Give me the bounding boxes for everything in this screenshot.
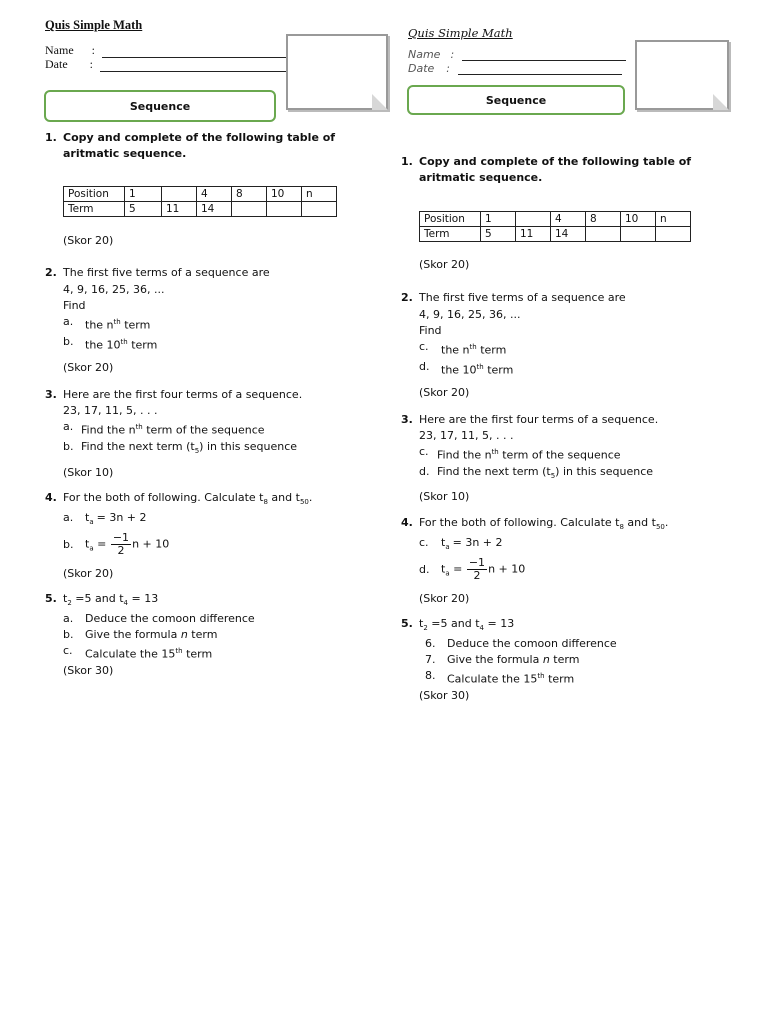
b-sub-text: 5 [550, 471, 556, 480]
6-text[interactable] [656, 227, 691, 242]
find-text: Find [419, 324, 442, 337]
b-lbl-text: 7. [425, 653, 436, 667]
tsub-text: a [89, 545, 94, 554]
right-q4-skor: (Skor 20) [419, 592, 470, 605]
name-line[interactable] [462, 49, 626, 61]
num-text: 5. [45, 592, 57, 605]
b-sup-text: th [120, 337, 128, 346]
c-pre-text: Calculate the 15 [85, 647, 176, 661]
b-post-text: term [127, 338, 158, 352]
a-text: Deduce the comoon difference [85, 612, 255, 626]
2-text: 11 [162, 202, 197, 217]
t-text: t [85, 537, 90, 551]
0-text: Term [64, 202, 125, 217]
num-text: 1. [45, 131, 57, 144]
num-text: 3. [45, 388, 57, 401]
a-lbl-text: a. [63, 612, 74, 626]
b-den-text: 2 [117, 544, 125, 558]
a-sup-text: th [135, 423, 143, 431]
num-text: 4. [45, 491, 57, 504]
t4sub-text: 4 [123, 599, 128, 608]
left-question-3 [45, 387, 365, 459]
c-pre-text: Calculate the 15 [447, 672, 538, 686]
t2-text: t [419, 617, 424, 630]
end-text: . [308, 491, 313, 504]
5-text: 10 [267, 187, 302, 202]
table-row [420, 212, 691, 227]
c-sup-text: th [175, 647, 183, 656]
b-post-text: ) in this sequence [555, 464, 654, 478]
2-text[interactable] [516, 212, 551, 227]
5-text[interactable] [267, 202, 302, 217]
a-lbl-text: a. [63, 420, 74, 433]
left-name-field[interactable]: Name : [45, 43, 288, 58]
sub2-text: 50 [655, 523, 665, 532]
b-post-text: term [187, 628, 218, 642]
b-pre-text: Give the formula [447, 653, 543, 667]
3-text: 14 [551, 227, 586, 242]
left-q3-skor: (Skor 10) [63, 466, 114, 479]
right-q5-skor: (Skor 30) [419, 689, 470, 702]
3-text: 14 [197, 202, 232, 217]
b-post-text: term [549, 653, 580, 667]
a-lbl-text: a. [63, 511, 74, 525]
num-text: 2. [401, 291, 413, 304]
1-text: 5 [125, 202, 162, 217]
5-text[interactable] [621, 227, 656, 242]
a-post-text: term [476, 343, 507, 357]
a-pre-text: Find the n [437, 448, 492, 462]
1-text: 1 [481, 212, 516, 227]
left-q4-skor: (Skor 20) [63, 567, 114, 580]
right-title: Quis Simple Math [408, 26, 513, 40]
left-question-1 [45, 130, 345, 162]
right-question-4 [401, 515, 741, 582]
a-post-text: term [120, 318, 151, 332]
a-lbl-text: c. [419, 536, 429, 550]
a-eq-text: = 3n + 2 [96, 511, 147, 525]
a-lbl-text: c. [419, 445, 429, 458]
6-text: n [656, 212, 691, 227]
b-num-text: −1 [468, 556, 486, 570]
right-date-field[interactable]: Date : [408, 62, 622, 75]
b-pre-text: the 10 [85, 338, 121, 352]
date-label: Date [408, 62, 435, 75]
b-pre-text: the 10 [441, 363, 477, 377]
b-lbl-text: d. [419, 359, 430, 373]
t4sub-text: 4 [479, 624, 484, 633]
c-sup-text: th [537, 672, 545, 681]
text-pre-text: For the both of following. Calculate t [63, 491, 264, 504]
seq-text: 4, 9, 16, 25, 36, ... [63, 283, 165, 296]
sub1-text: 8 [619, 523, 624, 532]
4-text: 8 [586, 212, 621, 227]
a-eq-text: = 3n + 2 [452, 536, 503, 550]
t2-text: t [63, 592, 68, 605]
0-text: Position [64, 187, 125, 202]
a-pre-text: the n [85, 318, 114, 332]
a-post-text: term of the sequence [498, 448, 621, 462]
right-q3-skor: (Skor 10) [419, 490, 470, 503]
left-q1-skor: (Skor 20) [63, 234, 114, 247]
tsub-text: a [445, 543, 450, 552]
1-text: 1 [125, 187, 162, 202]
seq-text: 23, 17, 11, 5, . . . [419, 429, 514, 442]
left-title: Quis Simple Math [45, 18, 143, 32]
seq-text: 23, 17, 11, 5, . . . [63, 404, 158, 417]
b-it-text: n [180, 628, 188, 642]
a-pre-text: the n [441, 343, 470, 357]
find-text: Find [63, 299, 86, 312]
right-photo-box [635, 40, 729, 110]
3-text: 4 [551, 212, 586, 227]
t2sub-text: 2 [423, 624, 428, 633]
mid-text: and t [267, 491, 300, 504]
left-photo-box [286, 34, 388, 110]
left-sequence-table [63, 186, 337, 217]
b-pre-text: Give the formula [85, 628, 181, 642]
left-question-5 [45, 591, 365, 663]
left-question-2 [45, 265, 365, 353]
b-post-text: ) in this sequence [199, 439, 298, 453]
name-label: Name [45, 43, 74, 57]
num-text: 3. [401, 413, 413, 426]
b-sup-text: th [476, 362, 484, 371]
b-lbl-text: b. [63, 537, 74, 551]
t-text: t [85, 511, 90, 525]
2-text: 11 [516, 227, 551, 242]
c-lbl-text: c. [63, 644, 73, 658]
b-pre-text: Find the next term (t [437, 464, 551, 478]
left-sequence-header: Sequence [44, 90, 276, 122]
4-text: 8 [232, 187, 267, 202]
table-row [64, 187, 337, 202]
a-lbl-text: a. [63, 315, 74, 328]
b-lbl-text: b. [63, 628, 74, 642]
tsub-text: a [89, 518, 94, 527]
right-question-5 [401, 616, 731, 688]
right-sequence-header: Sequence [407, 85, 625, 115]
left-q5-skor: (Skor 30) [63, 664, 114, 677]
date-label: Date [45, 57, 68, 71]
b-den-text: 2 [473, 569, 481, 583]
right-question-3 [401, 412, 731, 484]
a-lbl-text: 6. [425, 637, 436, 651]
b-lbl-text: d. [419, 464, 430, 478]
text-text: Here are the first four terms of a sequence. [63, 388, 303, 401]
end-text: . [664, 516, 669, 529]
b-num-text: −1 [112, 531, 130, 545]
left-date-field[interactable]: Date : [45, 57, 286, 72]
a-text: Deduce the comoon difference [447, 637, 617, 651]
text-text: The first five terms of a sequence are [63, 266, 270, 279]
text-text: Copy and complete of the following table of aritmatic sequence. [419, 155, 692, 184]
b-lbl-text: d. [419, 562, 430, 576]
0-text: Term [420, 227, 481, 242]
c-post-text: term [544, 672, 575, 686]
left-question-4 [45, 490, 375, 557]
text-pre-text: For the both of following. Calculate t [419, 516, 620, 529]
b-sub-text: 5 [194, 446, 200, 455]
right-q2-skor: (Skor 20) [419, 386, 470, 399]
5-text: 10 [621, 212, 656, 227]
c-post-text: term [182, 647, 213, 661]
4-text[interactable] [586, 227, 621, 242]
tsub-text: a [445, 570, 450, 579]
table-row [64, 202, 337, 217]
a-sup-text: th [113, 318, 121, 326]
end-text: = 13 [483, 617, 515, 630]
a-lbl-text: c. [419, 340, 429, 353]
date-line[interactable] [458, 63, 622, 75]
b-it-text: n [542, 653, 550, 667]
b-post-text: term [483, 363, 514, 377]
0-text: Position [420, 212, 481, 227]
right-question-1 [401, 154, 731, 186]
right-name-field[interactable]: Name : [408, 48, 626, 61]
table-row [420, 227, 691, 242]
text-text: The first five terms of a sequence are [419, 291, 626, 304]
a-sup-text: th [469, 343, 477, 351]
6-text[interactable] [302, 202, 337, 217]
right-question-2 [401, 290, 731, 378]
seq-text: 4, 9, 16, 25, 36, ... [419, 308, 521, 321]
num-text: 5. [401, 617, 413, 630]
sub1-text: 8 [263, 498, 268, 507]
eq-text: = [449, 562, 466, 576]
mid-text: =5 and t [71, 592, 124, 605]
sub2-text: 50 [299, 498, 309, 507]
a-sup-text: th [491, 448, 499, 456]
num-text: 4. [401, 516, 413, 529]
right-q1-skor: (Skor 20) [419, 258, 470, 271]
mid-text: and t [623, 516, 656, 529]
t-text: t [441, 562, 446, 576]
2-text[interactable] [162, 187, 197, 202]
b-post-text: n + 10 [132, 537, 170, 551]
4-text[interactable] [232, 202, 267, 217]
left-q2-skor: (Skor 20) [63, 361, 114, 374]
b-pre-text: Find the next term (t [81, 439, 195, 453]
6-text: n [302, 187, 337, 202]
3-text: 4 [197, 187, 232, 202]
b-lbl-text: b. [63, 439, 74, 453]
b-lbl-text: b. [63, 334, 74, 348]
text-text: Copy and complete of the following table of aritmatic sequence. [63, 131, 336, 160]
num-text: 2. [45, 266, 57, 279]
num-text: 1. [401, 155, 413, 168]
1-text: 5 [481, 227, 516, 242]
right-sequence-table [419, 211, 691, 242]
end-text: = 13 [127, 592, 159, 605]
b-post-text: n + 10 [488, 562, 526, 576]
date-line[interactable] [100, 60, 286, 72]
name-label: Name [408, 48, 441, 61]
mid-text: =5 and t [427, 617, 480, 630]
c-lbl-text: 8. [425, 669, 436, 683]
eq-text: = [93, 537, 110, 551]
a-pre-text: Find the n [81, 423, 136, 437]
text-text: Here are the first four terms of a sequence. [419, 413, 659, 426]
a-post-text: term of the sequence [142, 423, 265, 437]
t2sub-text: 2 [67, 599, 72, 608]
t-text: t [441, 536, 446, 550]
